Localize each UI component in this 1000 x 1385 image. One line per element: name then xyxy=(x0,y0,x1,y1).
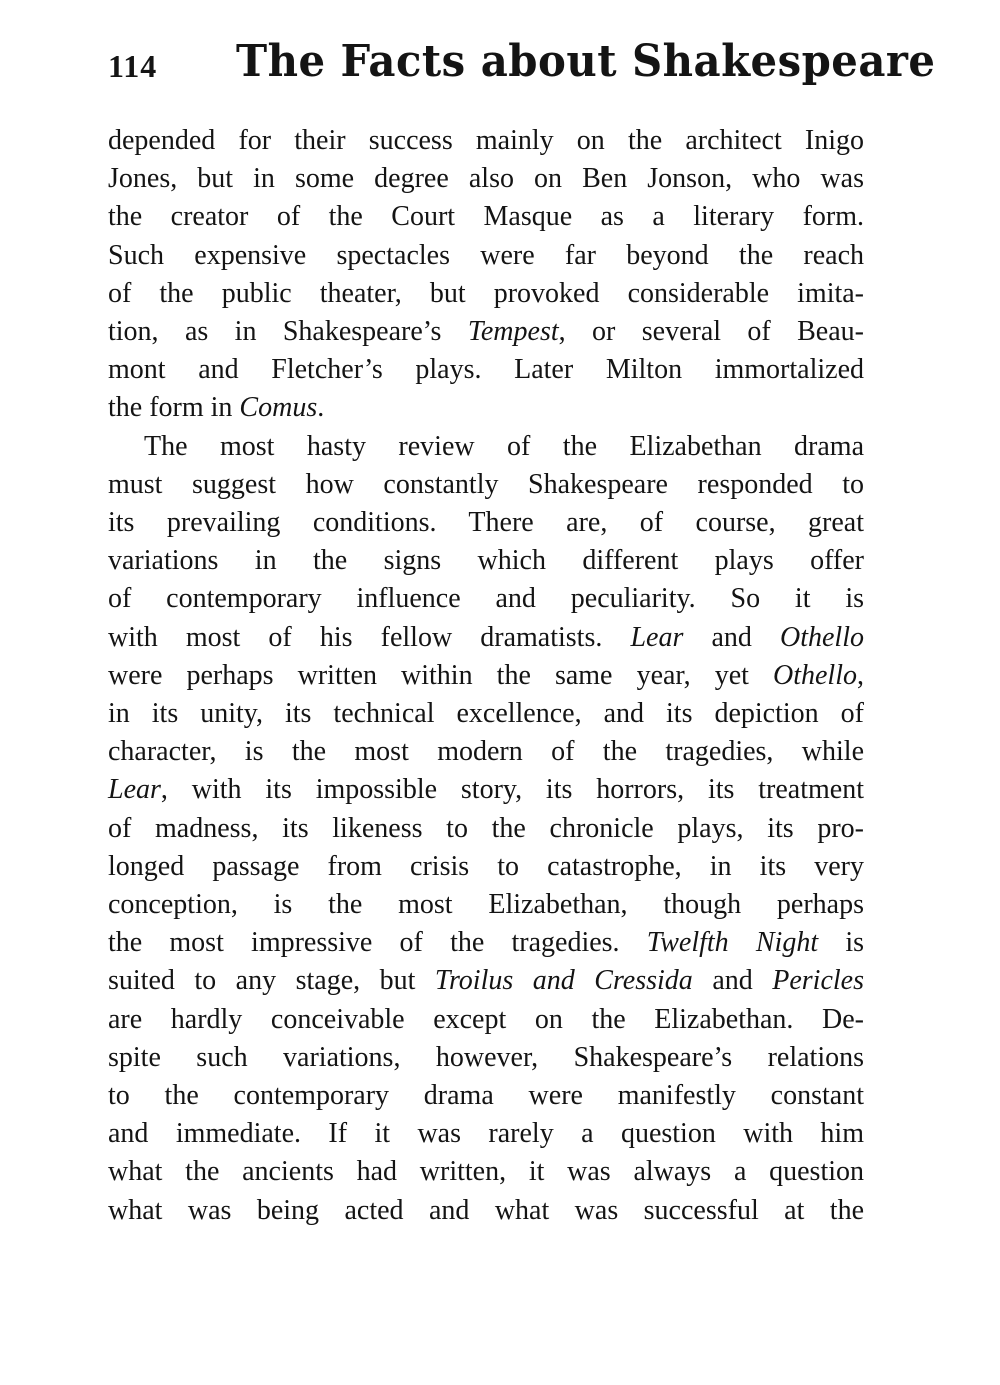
italic-title: Troilus and Cressida xyxy=(434,965,693,997)
italic-title: Lear xyxy=(108,774,161,806)
text-line: with most of his fellow dramatists. Lear and Othello xyxy=(108,621,864,653)
text-line: character, is the most modern of the tragedies, while xyxy=(108,736,864,768)
text-line: the form in Comus. xyxy=(108,392,325,424)
text-line: suited to any stage, but Troilus and Cressida and Pericles xyxy=(108,965,864,997)
text-line: mont and Fletcher’s plays. Later Milton immortalized xyxy=(108,354,864,386)
text-line: spite such variations, however, Shakespeare’s relations xyxy=(108,1041,864,1073)
italic-title: Othello xyxy=(773,659,857,691)
book-page xyxy=(108,30,936,1230)
text-line: of the public theater, but provoked considerable imita- xyxy=(108,277,864,309)
italic-title: Pericles xyxy=(772,965,864,997)
paragraph-2 xyxy=(108,428,864,1230)
text-line: Lear, with its impossible story, its horrors, its treatment xyxy=(108,774,864,806)
text-line: of madness, its likeness to the chronicle plays, its pro- xyxy=(108,812,864,844)
text-line: what the ancients had written, it was always a question xyxy=(108,1156,864,1188)
text-line: the most impressive of the tragedies. Twelfth Night is xyxy=(108,927,864,959)
text-line: of contemporary influence and peculiarity. So it is xyxy=(108,583,864,615)
text-line: variations in the signs which different plays offer xyxy=(108,545,864,577)
text-line: its prevailing conditions. There are, of course, great xyxy=(108,507,864,539)
italic-title: Comus xyxy=(239,392,318,424)
italic-title: Tempest xyxy=(467,316,559,348)
text-line: The most hasty review of the Elizabethan drama xyxy=(144,430,864,462)
paragraph-1 xyxy=(108,122,864,428)
body-text xyxy=(108,122,864,1230)
running-head xyxy=(108,30,936,96)
text-line: and immediate. If it was rarely a question with him xyxy=(108,1118,864,1150)
text-line: tion, as in Shakespeare’s Tempest, or several of Beau- xyxy=(108,316,864,348)
page-number: 114 xyxy=(108,48,158,84)
text-line: the creator of the Court Masque as a literary form. xyxy=(108,201,864,233)
running-title: The Facts about Shakespeare xyxy=(236,36,936,87)
text-line: depended for their success mainly on the architect Inigo xyxy=(108,125,864,156)
text-line: were perhaps written within the same year, yet Othello, xyxy=(108,659,864,691)
text-line: are hardly conceivable except on the Elizabethan. De- xyxy=(108,1003,864,1035)
text-line: to the contemporary drama were manifestly constant xyxy=(108,1080,864,1112)
text-line: Such expensive spectacles were far beyond the reach xyxy=(108,239,864,271)
text-line: Jones, but in some degree also on Ben Jonson, who was xyxy=(108,163,864,195)
text-line: must suggest how constantly Shakespeare responded to xyxy=(108,468,864,500)
text-line: what was being acted and what was successful at the xyxy=(108,1194,864,1226)
italic-title: Lear xyxy=(630,621,684,653)
text-line: conception, is the most Elizabethan, though perhaps xyxy=(108,889,864,921)
italic-title: Othello xyxy=(780,621,864,653)
text-line: longed passage from crisis to catastrophe, in its very xyxy=(108,850,864,882)
italic-title: Twelfth Night xyxy=(646,927,819,959)
text-line: in its unity, its technical excellence, and its depiction of xyxy=(108,698,864,730)
